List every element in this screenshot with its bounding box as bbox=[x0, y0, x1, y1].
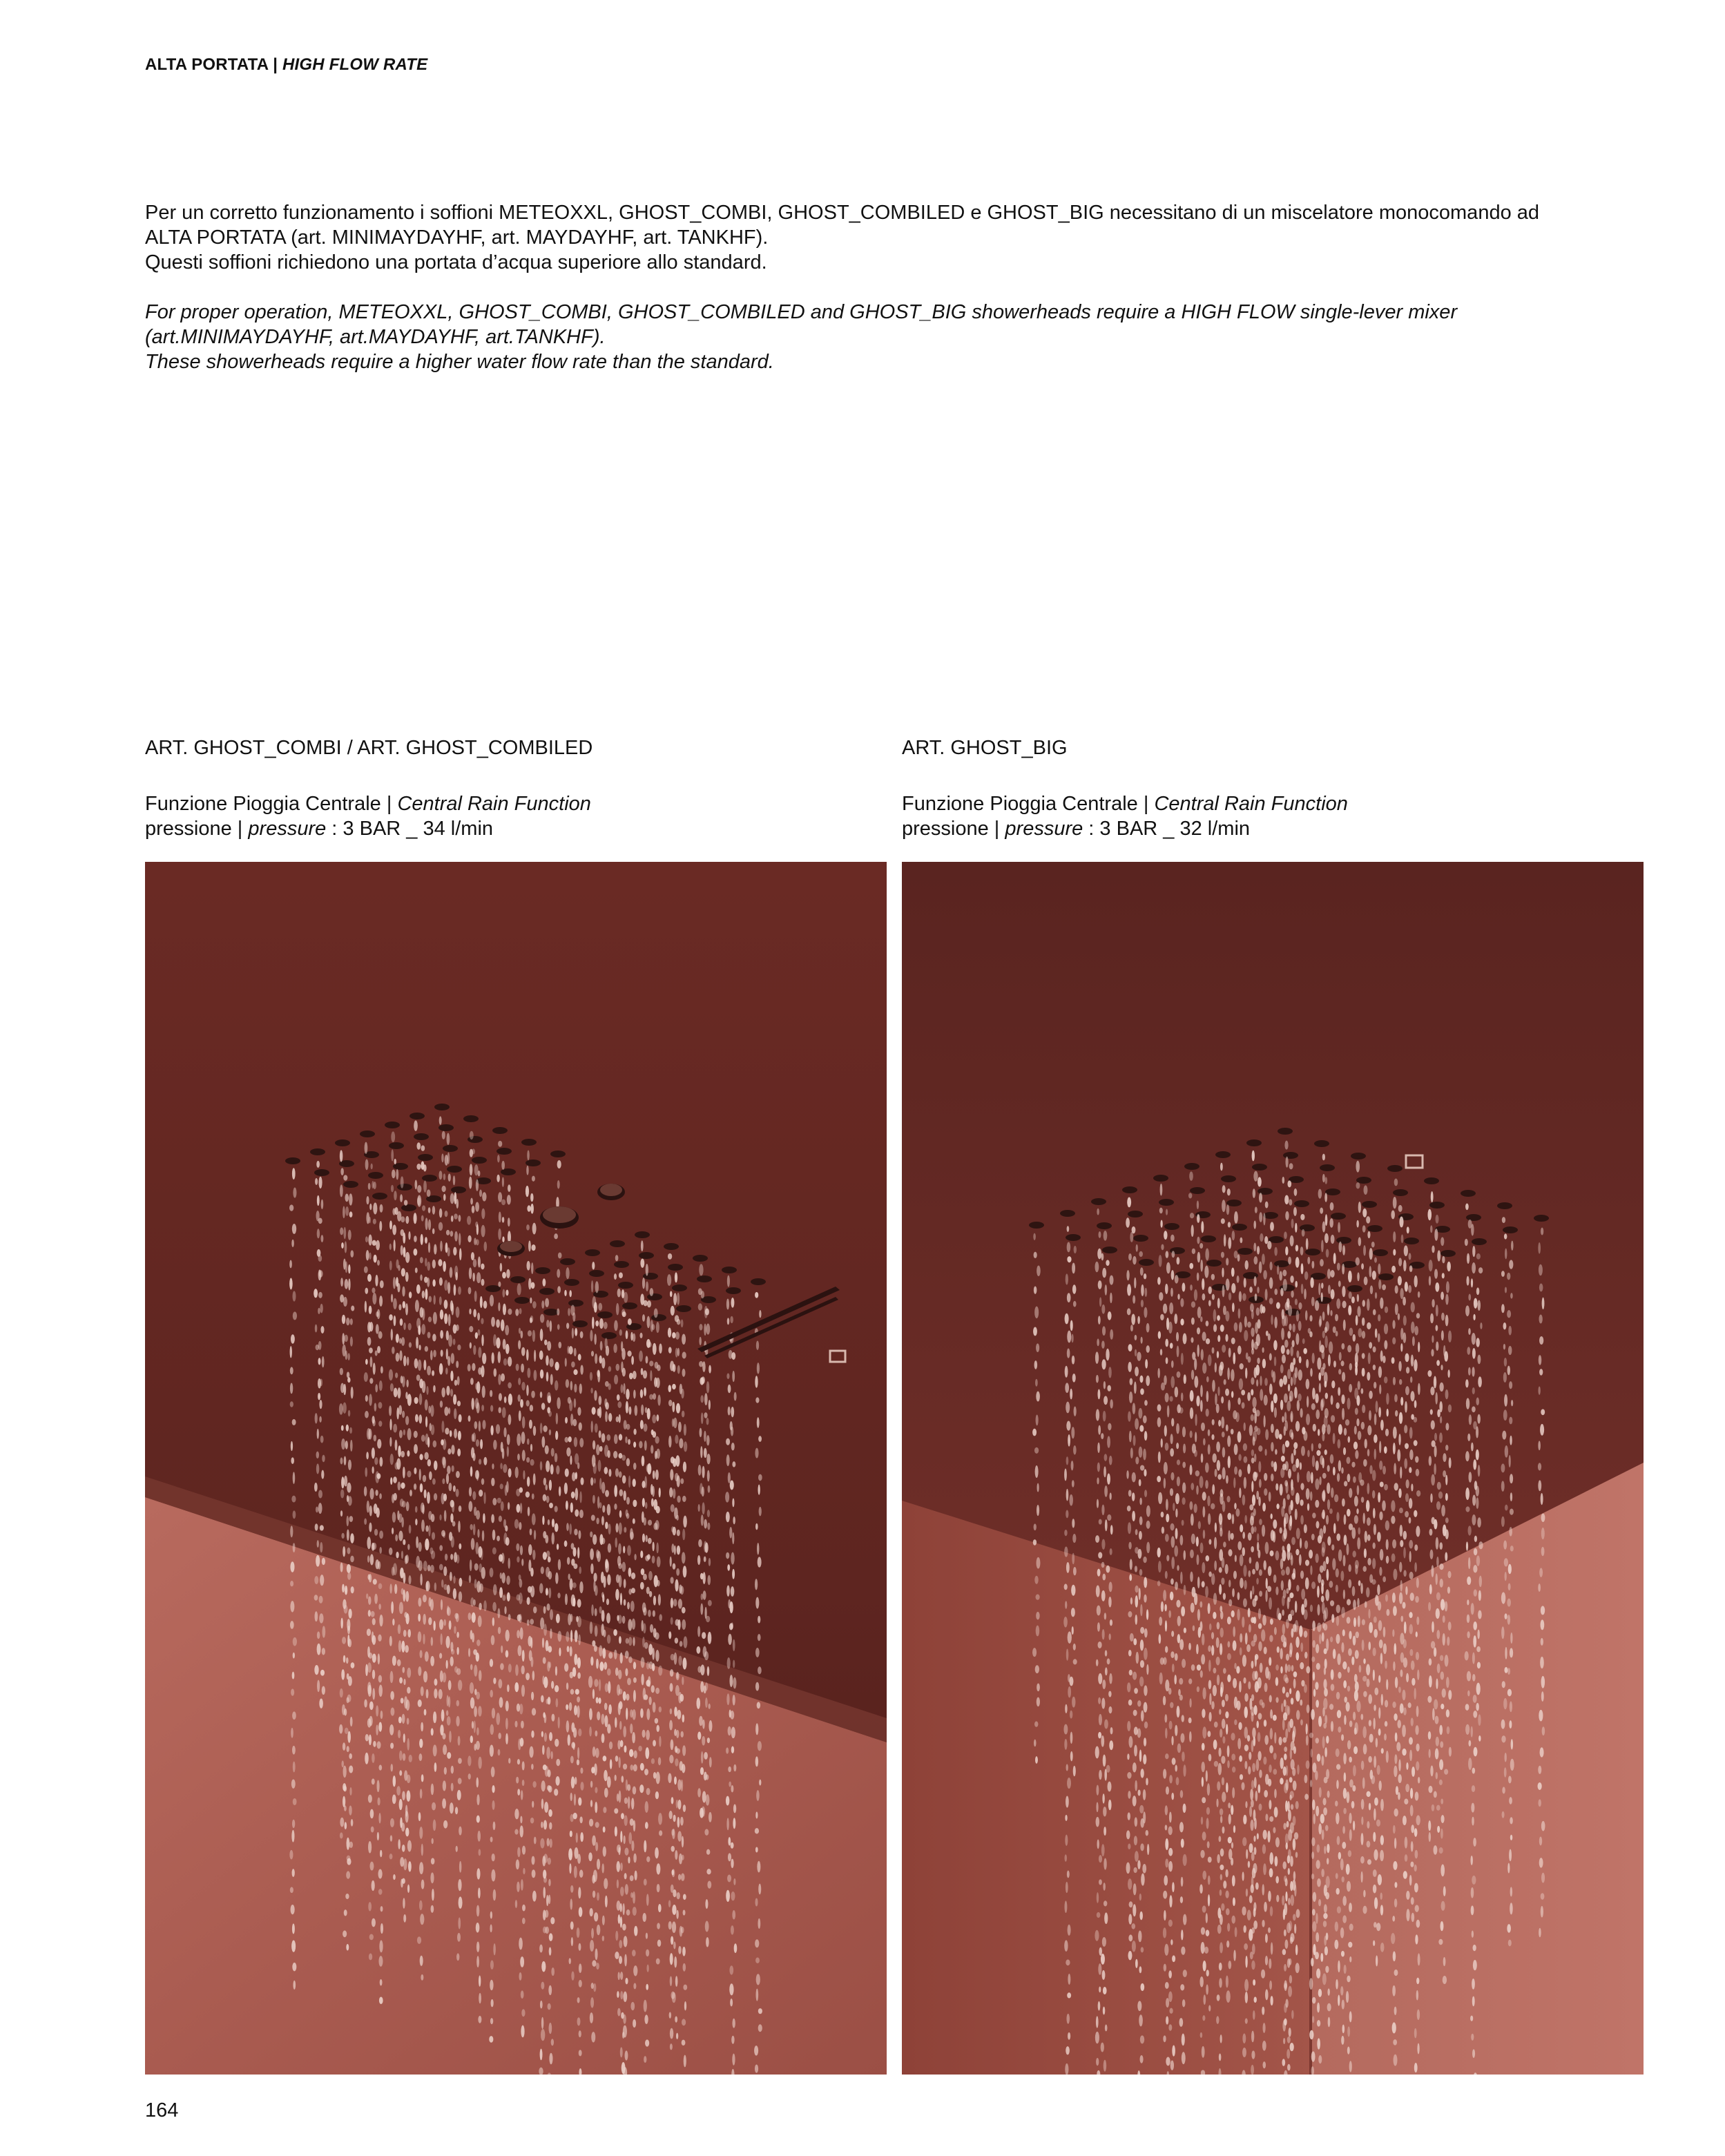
intro-english bbox=[145, 300, 1664, 374]
intro-text bbox=[145, 200, 1664, 374]
intro-en-line: These showerheads require a higher water flow rate than the standard. bbox=[145, 351, 774, 373]
page-number: 164 bbox=[145, 2099, 179, 2121]
product-pressure: pressione | pressure : 3 BAR _ 32 l/min bbox=[902, 818, 1251, 840]
intro-it-line: Questi soffioni richiedono una portata d’acqua superiore allo standard. bbox=[145, 251, 767, 273]
product-title: ART. GHOST_BIG bbox=[902, 737, 1068, 759]
product-pressure: pressione | pressure : 3 BAR _ 34 l/min bbox=[145, 818, 494, 840]
intro-en-line: (art.MINIMAYDAYHF, art.MAYDAYHF, art.TANKHF). bbox=[145, 326, 606, 348]
intro-it-line: ALTA PORTATA (art. MINIMAYDAYHF, art. MAYDAYHF, art. TANKHF). bbox=[145, 227, 769, 249]
ghost-combi-image bbox=[145, 862, 887, 2075]
product-ghost-big bbox=[902, 735, 1644, 841]
header-english: HIGH FLOW RATE bbox=[282, 55, 428, 74]
page-header bbox=[145, 55, 427, 75]
product-title: ART. GHOST_COMBI / ART. GHOST_COMBILED bbox=[145, 737, 593, 759]
product-function: Funzione Pioggia Centrale | Central Rain Function bbox=[145, 793, 591, 815]
intro-italian bbox=[145, 200, 1664, 275]
intro-it-line: Per un corretto funzionamento i soffioni METEOXXL, GHOST_COMBI, GHOST_COMBILED e GHOST_BIG necessitano di un miscelatore monocomando ad bbox=[145, 202, 1540, 224]
header-separator: | bbox=[268, 55, 283, 74]
ghost-combi-photo bbox=[145, 862, 887, 2075]
ghost-big-photo bbox=[902, 862, 1644, 2075]
product-function: Funzione Pioggia Centrale | Central Rain Function bbox=[902, 793, 1348, 815]
intro-en-line: For proper operation, METEOXXL, GHOST_COMBI, GHOST_COMBILED and GHOST_BIG showerheads require a HIGH FLOW single-lever mixer bbox=[145, 301, 1458, 323]
product-ghost-combi bbox=[145, 735, 887, 841]
header-italian: ALTA PORTATA bbox=[145, 55, 269, 74]
ghost-big-image bbox=[902, 862, 1644, 2075]
